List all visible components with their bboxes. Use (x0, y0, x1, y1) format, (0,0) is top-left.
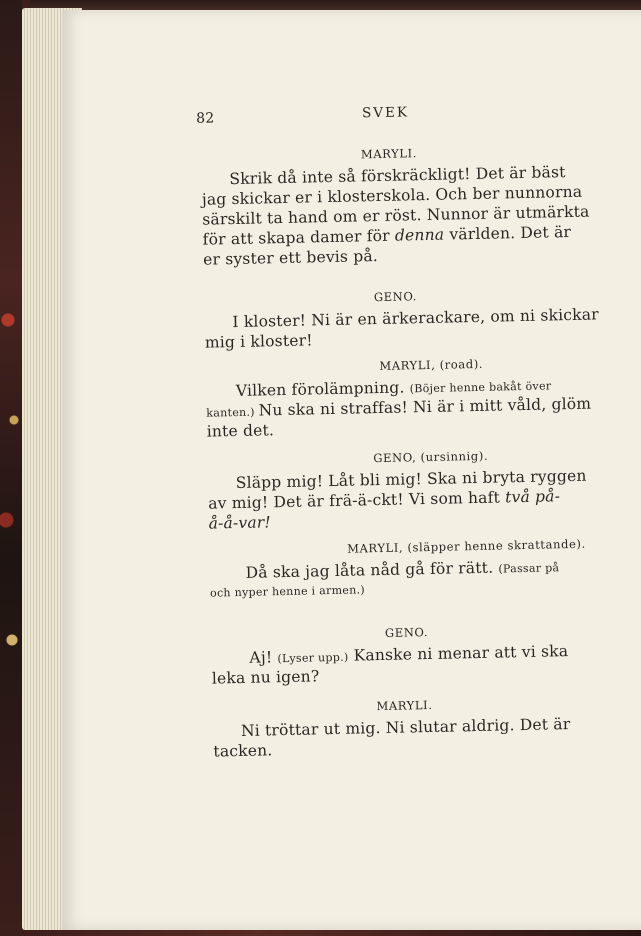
text-line: Släpp mig! Låt bli mig! Ska ni bryta ryggen (235, 466, 587, 493)
text-line: för att skapa damer för denna världen. Det är (202, 222, 572, 249)
text-line: mig i kloster! (204, 331, 313, 352)
speaker-label: MARYLI. (376, 697, 433, 714)
text-line: och nyper henne i armen.) (209, 583, 366, 600)
speaker-label: GENO, (ursinnig). (373, 448, 489, 466)
text-line: särskilt ta hand om er röst. Nunnor är utmärkta (202, 202, 590, 229)
speaker-label: MARYLI. (360, 146, 418, 162)
text-line: Skrik då inte så förskräckligt! Det är bäst (229, 163, 566, 189)
text-line: av mig! Det är frä-ä-ckt! Vi som haft två på- (208, 487, 561, 513)
text-line: jag skickar er i klosterskola. Och ber nunnorna (201, 182, 583, 209)
text-line: Vilken förolämpning. (Böjer henne bakåt över (235, 378, 552, 401)
text-line: er syster ett bevis på. (202, 247, 379, 269)
speaker-label: MARYLI, (släpper henne skrattande). (347, 536, 586, 556)
speaker-label: MARYLI, (road). (379, 356, 484, 373)
text-line: Aj! (Lyser upp.) Kanske ni menar att vi ska (249, 642, 569, 667)
page-number: 82 (195, 110, 215, 127)
text-line: Då ska jag låta nåd gå för rätt. (Passar på (245, 558, 560, 582)
marbled-edge (0, 0, 22, 936)
text-line: I kloster! Ni är en ärkerackare, om ni skickar (232, 305, 599, 332)
text-line: leka nu igen? (211, 667, 320, 688)
running-title: SVEK (361, 104, 410, 122)
speaker-label: GENO. (384, 625, 429, 640)
speaker-label: GENO. (373, 289, 418, 305)
text-line: inte det. (206, 421, 275, 441)
text-line: tacken. (213, 741, 273, 761)
text-line: kanten.) Nu ska ni straffas! Ni är i mitt våld, glöm (206, 394, 592, 420)
text-line: å-å-var! (208, 513, 272, 533)
text-line: Ni tröttar ut mig. Ni slutar aldrig. Det är (240, 715, 571, 740)
